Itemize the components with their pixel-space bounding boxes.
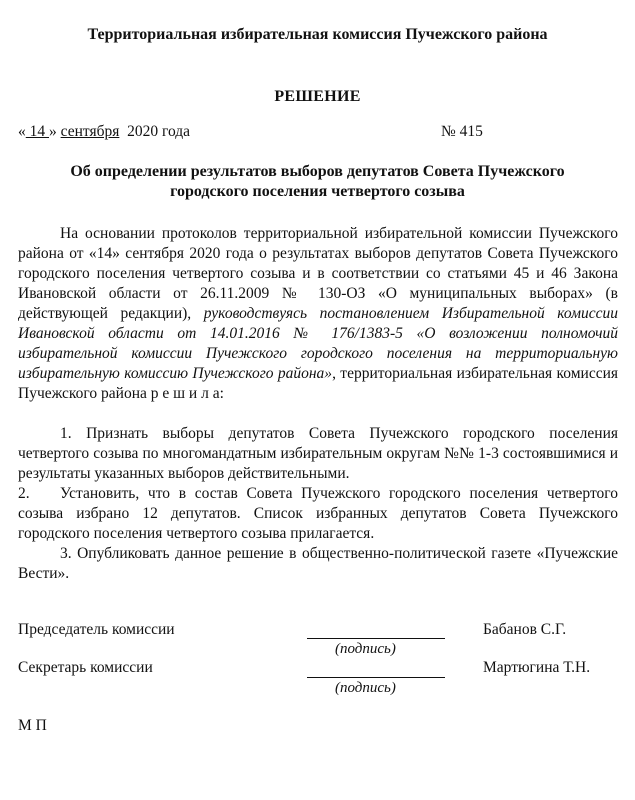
preamble-text: На основании протоколов территориальной избирательной комиссии Пучежского района от «14» сентября 2020 года о результатах выборов депутатов Совета Пучежского городского поселения четвертого созыва и в соответствии со статьями 45 и 46 Закона Ивановской области от 26.11.2009 № 130-ОЗ «О муниципальных выборах» (в действующей редакции), <box>18 225 618 322</box>
chairman-name: Бабанов С.Г. <box>483 621 567 638</box>
chairman-signature-note: (подпись) <box>335 641 396 657</box>
chairman-label: Председатель комиссии <box>18 621 175 638</box>
secretary-label: Секретарь комиссии <box>18 659 153 676</box>
date-year: 2020 года <box>119 123 191 140</box>
date-day: 14 <box>25 123 49 140</box>
date-close-quote: » <box>49 123 57 140</box>
subject-line: городского поселения четвертого созыва <box>170 183 465 200</box>
preamble-paragraph <box>18 224 618 404</box>
preamble-resolution-line: территориальная избирательная комиссия Пучежского района р е ш и л а: <box>18 365 619 402</box>
secretary-name: Мартюгина Т.Н. <box>483 659 591 676</box>
item-number: 2. <box>18 485 30 502</box>
decision-number: № 415 <box>441 123 483 140</box>
decision-item-2 <box>18 484 618 544</box>
secretary-signature-note: (подпись) <box>335 680 396 696</box>
date-open-quote: « <box>18 123 26 140</box>
preamble-italic-text: руководствуясь постановлением Избирательной комиссии Ивановской области от 14.01.2016 № 176/1383-5 «О возложении полномочий избирательной комиссии Пучежского городского поселения на территориальную избирательную комиссию Пучежского района» <box>18 305 618 382</box>
stamp-place: М П <box>18 717 47 734</box>
subject-line: Об определении результатов выборов депутатов Совета Пучежского <box>70 163 565 180</box>
decision-item-3: 3. Опубликовать данное решение в общественно-политической газете «Пучежские Вести». <box>18 545 618 582</box>
decision-title: РЕШЕНИЕ <box>274 88 361 105</box>
preamble-comma: , <box>332 365 336 382</box>
secretary-signature-line <box>307 677 445 678</box>
decision-subject <box>40 162 595 202</box>
chairman-signature-line <box>307 638 445 639</box>
decision-date <box>18 123 190 141</box>
decision-item-1: 1. Признать выборы депутатов Совета Пучежского городского поселения четвертого созыва по многомандатным избирательным округам №№ 1-3 состоявшимися и результаты указанных выборов действительными. <box>18 425 618 482</box>
date-month: сентября <box>60 123 120 140</box>
committee-heading: Территориальная избирательная комиссия Пучежского района <box>87 26 548 43</box>
item-text: Установить, что в состав Совета Пучежского городского поселения четвертого созыва избрано 12 депутатов. Список избранных депутатов Совета Пучежского городского поселения четвертого созыва прилагается. <box>18 485 618 542</box>
